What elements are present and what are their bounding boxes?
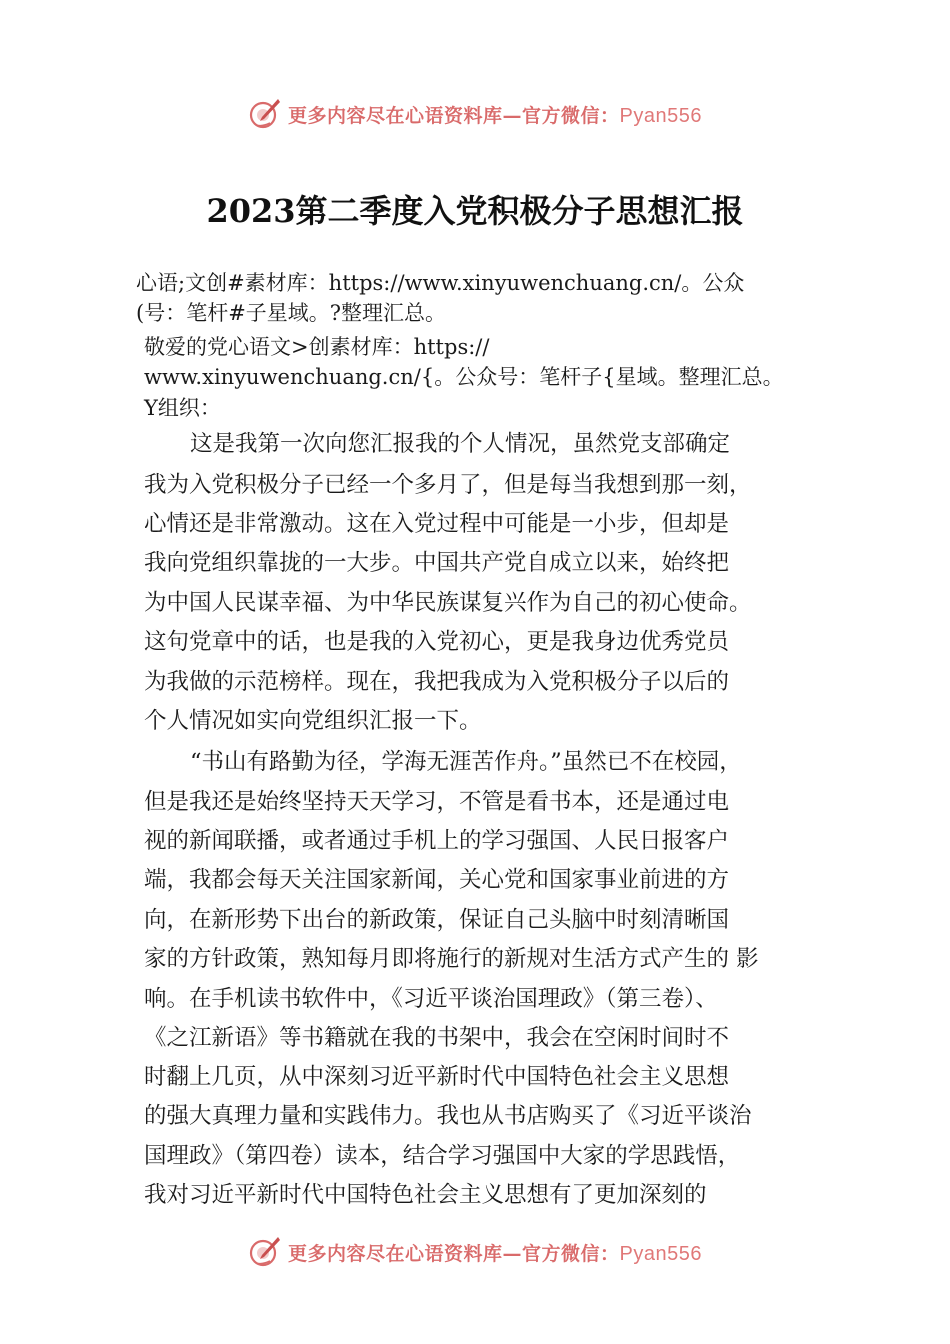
paragraph-line: 国理政》（第四卷）读本，结合学习强国中大家的学思践悟， (144, 1143, 741, 1169)
paragraph-line: 视的新闻联播，或者通过手机上的学习强国、人民日报客户 (144, 828, 730, 854)
paragraph-line: 心情还是非常激动。这在入党过程中可能是一小步，但却是 (144, 511, 730, 537)
paragraph-line: 这句党章中的话，也是我的入党初心，更是我身边优秀党员 (144, 629, 730, 655)
quill-logo-icon (248, 1235, 282, 1269)
header-banner (0, 94, 950, 134)
paragraph-line: 时翻上几页，从中深刻习近平新时代中国特色社会主义思想 (144, 1064, 730, 1090)
source-line: 敬爱的党心语文>创素材库：https:// (144, 335, 490, 359)
paragraph-line: 为我做的示范榜样。现在，我把我成为入党积极分子以后的 (144, 669, 730, 695)
paragraph-line: 我对习近平新时代中国特色社会主义思想有了更加深刻的 (144, 1182, 707, 1208)
paragraph-line: 我为入党积极分子已经一个多月了，但是每当我想到那一刻， (144, 472, 752, 498)
source-line: Y组织： (144, 396, 221, 420)
banner-text (288, 101, 702, 128)
source-line: 心语;文创#素材库：https://www.xinyuwenchuang.cn/。公众 (136, 271, 745, 295)
paragraph-line: 为中国人民谋幸福、为中华民族谋复兴作为自己的初心使命。 (144, 590, 752, 616)
paragraph-line: “书山有路勤为径，学海无涯苦作舟。”虽然已不在校园， (190, 749, 742, 775)
paragraph-line: 个人情况如实向党组织汇报一下。 (144, 708, 482, 734)
paragraph-line: 我向党组织靠拢的一大步。中国共产党自成立以来，始终把 (144, 550, 730, 576)
document-title: 2023第二季度入党积极分子思想汇报 (206, 192, 744, 230)
source-line: www.xinyuwenchuang.cn/{。公众号：笔杆子{星域。整理汇总。 (144, 365, 784, 389)
paragraph-line: 向，在新形势下出台的新政策，保证自己头脑中时刻清晰国 (144, 907, 730, 933)
paragraph-line: 的强大真理力量和实践伟力。我也从书店购买了《习近平谈治 (144, 1103, 752, 1129)
banner-slogan: 更多内容尽在心语资料库—官方微信： (288, 1242, 620, 1265)
banner-wechat-id: Pyan556 (619, 1242, 702, 1265)
banner-slogan: 更多内容尽在心语资料库—官方微信： (288, 104, 620, 127)
source-line: (号：笔杆#子星域。?整理汇总。 (136, 301, 447, 325)
paragraph-line: 端，我都会每天关注国家新闻，关心党和国家事业前进的方 (144, 867, 730, 893)
banner-wechat-id: Pyan556 (619, 104, 702, 127)
paragraph-line: 这是我第一次向您汇报我的个人情况，虽然党支部确定 (190, 431, 731, 457)
quill-logo-icon (248, 97, 282, 131)
paragraph-line: 家的方针政策，熟知每月即将施行的新规对生活方式产生的 影 (144, 946, 759, 972)
banner-text (288, 1239, 702, 1266)
paragraph-line: 但是我还是始终坚持天天学习，不管是看书本，还是通过电 (144, 789, 730, 815)
paragraph-line: 响。在手机读书软件中，《习近平谈治国理政》（第三卷）、 (144, 986, 718, 1012)
footer-banner (0, 1232, 950, 1272)
paragraph-line: 《之江新语》等书籍就在我的书架中，我会在空闲时间时不 (144, 1025, 730, 1051)
